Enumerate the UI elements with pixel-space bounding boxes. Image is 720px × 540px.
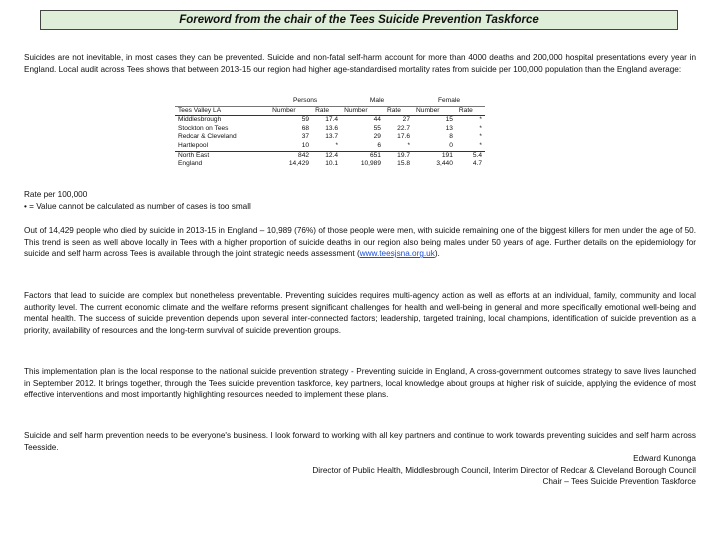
jsna-link[interactable]: www.teesjsna.org.uk (359, 249, 435, 259)
table-cell: 14,429 (288, 160, 310, 168)
table-group-header: Persons (269, 97, 341, 106)
table-cell: 13.6 (325, 124, 339, 132)
table-group-header: Female (413, 97, 485, 106)
factors-paragraph: Factors that lead to suicide are complex but nonetheless preventable. Preventing suicides requires multi-agency action as well as efforts at an individual, family, community and local authority level. The current economic climate and the welfare reforms present significant challenges for health and well-being in general and more specifically emotional well-being and mental health. The success of suicide prevention depends upon several inter-connected factors; leadership, targeted training, local champions, identification of suicide prevention as a priority, availability of resources and the long-term survival of suicide prevention groups. (24, 291, 696, 335)
intro-paragraph: Suicides are not inevitable, in most cases they can be prevented. Suicide and non-fatal self-harm account for more than 4000 deaths and 200,000 hospital presentations every year in England. Local audit across Tees shows that between 2013-15 our region had higher age-standardised mortality rates from suicide per 100,000 population than the England average: (24, 53, 696, 74)
epidemiology-paragraph (24, 225, 696, 260)
table-column-header: Number (269, 106, 312, 116)
epidemiology-text: Out of 14,429 people who died by suicide in 2013-15 in England – 10,989 (76%) of those people were men, with suicide remaining one of the biggest killers for men under the age of 50. This trend is seen as well above locally in Tees with a higher proportion of suicide deaths in our region also being males under 50 years of age. Further details on the epidemiology for suicide and self harm across Tees is available through the joint strategic needs assessment ( (24, 226, 696, 259)
table-cell: North East (175, 151, 269, 160)
table-cell: 6 (377, 141, 381, 149)
signature-role: Director of Public Health, Middlesbrough Council, Interim Director of Redcar & Cleveland Borough Council (312, 465, 696, 475)
table-cell: 29 (373, 133, 381, 141)
table-cell: 0 (449, 141, 453, 149)
table-column-header: Rate (456, 106, 485, 116)
table-cell: Hartlepool (178, 141, 209, 149)
rate-note: Rate per 100,000 (24, 190, 88, 199)
table-cell: * (479, 141, 482, 149)
table-row (175, 160, 485, 169)
mortality-table-wrapper (175, 97, 485, 169)
mortality-table (175, 97, 485, 169)
table-row (175, 116, 485, 125)
table-cell: * (335, 141, 339, 149)
table-row (175, 125, 485, 134)
table-column-header: Number (341, 106, 384, 116)
table-cell: 12.4 (312, 151, 341, 160)
table-group-spacer (175, 97, 269, 106)
table-cell: 15 (445, 116, 453, 124)
implementation-paragraph: This implementation plan is the local response to the national suicide prevention strategy - Preventing suicide in England, A cross-government outcomes strategy to save lives launched in September 2012. It brings together, through the Tees suicide prevention taskforce, key partners, local knowledge about groups at higher risk of suicide, applying the evidence of most effective interventions and most importantly highlighting resources needed to implement these plans. (24, 367, 696, 400)
table-cell: 19.7 (384, 151, 413, 160)
table-notes (24, 189, 251, 213)
table-cell: Middlesbrough (178, 116, 222, 124)
table-cell: 4.7 (472, 160, 482, 168)
table-cell: 5.4 (456, 151, 485, 160)
table-cell: 44 (373, 116, 381, 124)
table-row (175, 142, 485, 151)
table-cell: 37 (301, 133, 310, 141)
table-column-header: Number (413, 106, 456, 116)
table-cell: 15.8 (397, 160, 411, 168)
closing-paragraph: Suicide and self harm prevention needs to be everyone's business. I look forward to working with all key partners and continue to work towards preventing suicides and self harm across Teesside. (24, 431, 696, 452)
table-cell: * (479, 116, 482, 124)
table-cell: 13.7 (325, 133, 339, 141)
table-column-header: Rate (384, 106, 413, 116)
table-cell: 3,440 (436, 160, 453, 168)
table-cell: 68 (301, 124, 310, 132)
signature-block (312, 453, 696, 488)
signature-chair: Chair – Tees Suicide Prevention Taskforce (542, 477, 696, 487)
table-header-row (175, 106, 485, 116)
page-title-text: Foreword from the chair of the Tees Suicide Prevention Taskforce (179, 14, 539, 26)
table-cell: 17.6 (397, 133, 411, 141)
table-cell: 13 (445, 124, 453, 132)
table-cell: 59 (301, 116, 310, 124)
table-cell: * (479, 124, 482, 132)
table-column-header: Rate (312, 106, 341, 116)
table-cell: Redcar & Cleveland (178, 133, 237, 141)
table-cell: 55 (373, 124, 381, 132)
star-note: • = Value cannot be calculated as number of cases is too small (24, 202, 251, 211)
table-cell: 10,989 (360, 160, 381, 168)
table-cell: * (407, 141, 411, 149)
table-cell: 27 (402, 116, 411, 124)
table-cell: 191 (413, 151, 456, 160)
table-row (175, 133, 485, 142)
table-row (175, 151, 485, 160)
table-group-header: Male (341, 97, 413, 106)
table-cell: 651 (341, 151, 384, 160)
table-cell: 17.4 (325, 116, 339, 124)
table-cell: 10.1 (325, 160, 339, 168)
table-cell: * (479, 133, 482, 141)
table-cell: 8 (449, 133, 453, 141)
table-cell: 22.7 (397, 124, 411, 132)
table-group-header-row (175, 97, 485, 106)
table-cell: 10 (301, 141, 310, 149)
signature-name: Edward Kunonga (633, 454, 696, 463)
epidemiology-end: ). (434, 249, 440, 259)
page-title (40, 10, 678, 30)
table-cell: 842 (269, 151, 312, 160)
table-column-header: Tees Valley LA (175, 106, 269, 116)
table-cell: England (178, 160, 203, 168)
table-cell: Stockton on Tees (178, 124, 229, 132)
